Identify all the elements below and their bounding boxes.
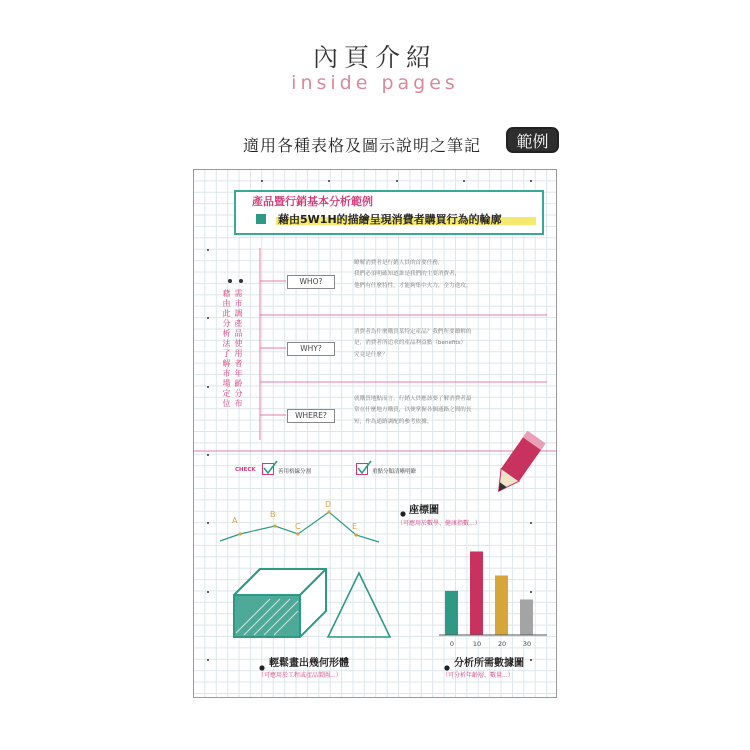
bars-title: 分析所需數據圖 (454, 658, 524, 669)
vertical-note-right: 需市調產品使用者年齡分布 (234, 289, 243, 408)
tick-label: 0 (449, 640, 455, 648)
tag-who: WHO? (287, 275, 335, 289)
check-item-2: 重點分類清晰明瞭 (372, 469, 417, 475)
box-title: 產品暨行銷基本分析範例 (252, 195, 373, 208)
tick-label: 30 (522, 640, 532, 648)
coord-title: 座標圖 (409, 505, 439, 516)
example-badge: 範例 (506, 127, 559, 153)
bar (445, 591, 458, 635)
bullet-icon (443, 657, 451, 665)
text-line: 我們必須明確知道誰是我們的主要消費者， (354, 271, 461, 278)
text-line: 常在什麼地方購買，以便掌握各個通路之間的長 (354, 407, 472, 414)
tick-label: 20 (497, 640, 507, 648)
text-line: 短，作為通路調配的參考依據。 (354, 418, 433, 425)
bullet-icon (399, 503, 407, 511)
point-label-b: B (270, 510, 276, 519)
bar (495, 575, 508, 635)
geometry-title: 輕鬆畫出幾何形體 (269, 658, 349, 669)
check-icon (356, 460, 372, 476)
geometry-sub: （可應用於工程或產品製圖...） (258, 672, 342, 679)
vertical-note-left: 藉由此分析法了解市場定位 (222, 289, 231, 408)
bullet-icon (258, 657, 266, 665)
check-label: CHECK (235, 467, 256, 473)
point-label-d: D (325, 500, 332, 509)
check-item-1: 善用格線分割 (278, 469, 312, 475)
row-where-text (354, 394, 554, 428)
page-title: 內頁介紹 (312, 43, 437, 72)
point-label-a: A (232, 516, 238, 525)
text-line: 他們有什麼特性，才能夠集中火力，全力進攻。 (354, 282, 472, 289)
coord-sub: （可應用於數學、健康指數...） (397, 520, 481, 527)
row-why-text (354, 327, 554, 361)
text-line: 消費者為什麼購買某特定產品？我們所要瞭解的 (354, 329, 472, 335)
tick-label: 10 (472, 640, 482, 648)
notebook-page (193, 169, 557, 698)
point-label-e: E (352, 522, 358, 531)
tag-where: WHERE? (287, 409, 335, 423)
section-subtitle: 適用各種表格及圖示說明之筆記 (243, 136, 482, 155)
check-icon (262, 460, 278, 476)
box-subtitle: 藉由5W1H的描繪呈現消費者購買行為的輪廓 (278, 213, 502, 226)
page-title-en: inside pages (291, 72, 459, 94)
bars-sub: （可分析年齡層、數量...） (442, 672, 514, 679)
text-line: 瞭解消費者是行銷人員的首要任務， (354, 260, 444, 266)
bar (470, 551, 483, 635)
geometry-shapes (230, 565, 400, 645)
text-line: 是，消費者所追求的產品利益點（benefits） (354, 340, 467, 347)
text-line: 究竟是什麼？ (354, 351, 388, 358)
bar (520, 599, 533, 635)
text-line: 就購買地點而言，行銷人員應該要了解消費者最 (354, 396, 472, 402)
bar-chart (439, 535, 549, 640)
tag-why: WHY? (287, 342, 335, 356)
row-who-text (354, 258, 554, 292)
square-bullet-icon (256, 214, 266, 224)
point-label-c: C (295, 522, 301, 531)
